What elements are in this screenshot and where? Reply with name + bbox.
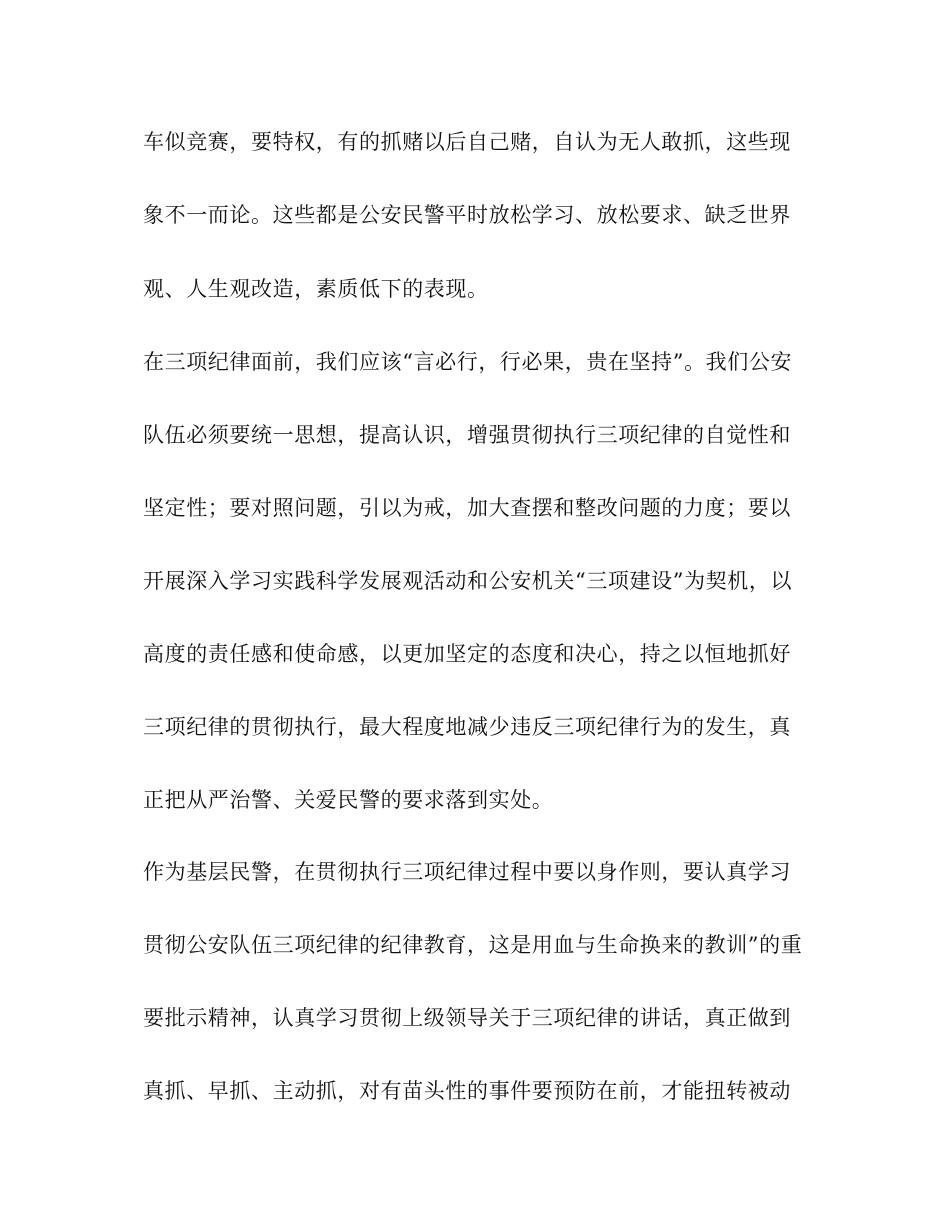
text-line: 象不一而论。这些都是公安民警平时放松学习、放松要求、缺乏世界: [143, 203, 791, 227]
text-line: 真抓、早抓、主动抓，对有苗头性的事件要预防在前，才能扭转被动: [143, 1079, 791, 1103]
text-line: 观、人生观改造，素质低下的表现。: [143, 277, 489, 301]
text-line: 在三项纪律面前，我们应该“言必行，行必果，贵在坚持”。我们公安: [143, 350, 793, 374]
text-line: 车似竞赛，要特权，有的抓赌以后自己赌，自认为无人敢抓，这些现: [143, 130, 791, 154]
text-line: 三项纪律的贯彻执行，最大程度地减少违反三项纪律行为的发生，真: [143, 715, 791, 739]
text-line: 队伍必须要统一思想，提高认识，增强贯彻执行三项纪律的自觉性和: [143, 423, 791, 447]
text-line: 正把从严治警、关爱民警的要求落到实处。: [143, 788, 554, 812]
text-line: 高度的责任感和使命感，以更加坚定的态度和决心，持之以恒地抓好: [143, 642, 791, 666]
text-line: 作为基层民警，在贯彻执行三项纪律过程中要以身作则，要认真学习: [143, 860, 791, 884]
text-line: 坚定性；要对照问题，引以为戒，加大查摆和整改问题的力度；要以: [143, 496, 791, 520]
text-line: 要批示精神，认真学习贯彻上级领导关于三项纪律的讲话，真正做到: [143, 1006, 791, 1030]
text-line: 贯彻公安队伍三项纪律的纪律教育，这是用血与生命换来的教训”的重: [143, 933, 803, 957]
text-line: 开展深入学习实践科学发展观活动和公安机关“三项建设”为契机，以: [143, 569, 793, 593]
